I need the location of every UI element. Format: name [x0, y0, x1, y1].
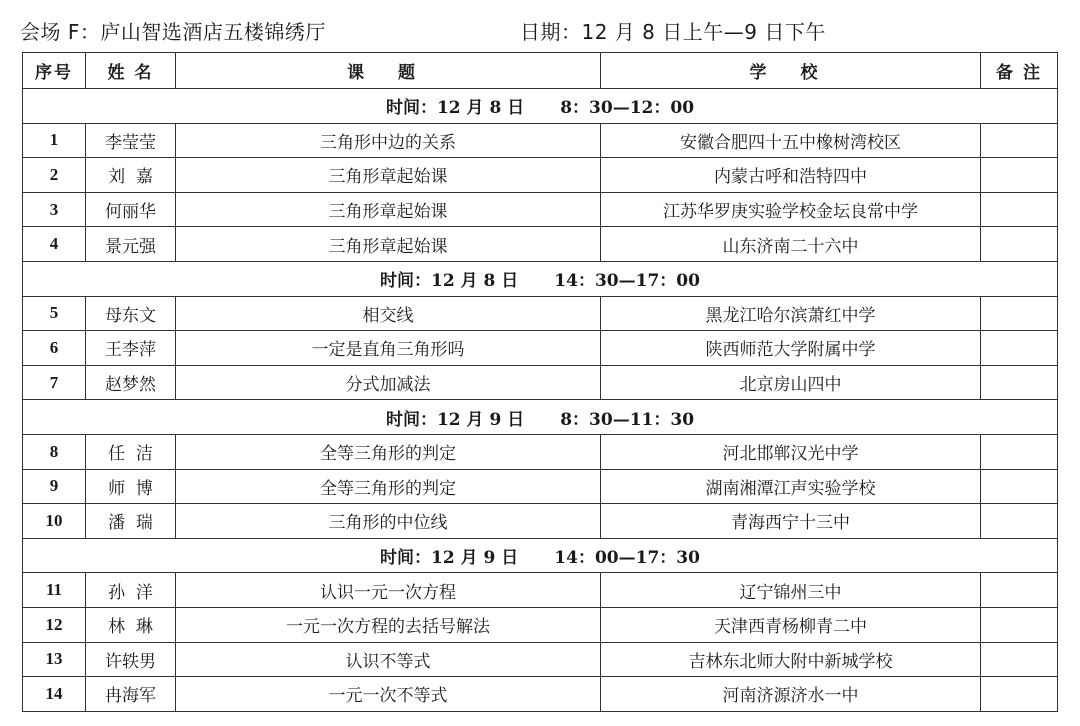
- cell-name: 师 博: [86, 469, 176, 504]
- cell-topic: 三角形章起始课: [176, 227, 601, 262]
- header-note: 备 注: [981, 53, 1058, 89]
- session-date: 时间：12 月 9 日: [385, 409, 525, 430]
- cell-topic: 一定是直角三角形吗: [176, 331, 601, 366]
- cell-school: 江苏华罗庚实验学校金坛良常中学: [601, 192, 981, 227]
- cell-note: [981, 607, 1058, 642]
- cell-note: [981, 331, 1058, 366]
- date-range: 日期：12 月 8 日上午—9 日下午: [520, 20, 826, 44]
- header-school: 学 校: [601, 53, 981, 89]
- cell-note: [981, 642, 1058, 677]
- cell-topic: 认识不等式: [176, 642, 601, 677]
- cell-topic: 分式加减法: [176, 365, 601, 400]
- cell-note: [981, 158, 1058, 193]
- cell-school: 黑龙江哈尔滨萧红中学: [601, 296, 981, 331]
- session-date: 时间：12 月 8 日: [380, 271, 519, 292]
- cell-topic: 全等三角形的判定: [176, 469, 601, 504]
- session-heading: [23, 538, 1058, 573]
- cell-no: 1: [23, 123, 86, 158]
- cell-topic: 三角形的中位线: [176, 504, 601, 539]
- cell-name: 刘 嘉: [86, 158, 176, 193]
- table-row: [23, 365, 1058, 400]
- cell-school: 陕西师范大学附属中学: [601, 331, 981, 366]
- cell-school: 河北邯郸汉光中学: [601, 434, 981, 469]
- cell-no: 2: [23, 158, 86, 193]
- header-name: 姓 名: [86, 53, 176, 89]
- cell-topic: 认识一元一次方程: [176, 573, 601, 608]
- cell-note: [981, 296, 1058, 331]
- cell-note: [981, 365, 1058, 400]
- cell-school: 山东济南二十六中: [601, 227, 981, 262]
- cell-name: 王李萍: [86, 331, 176, 366]
- cell-no: 5: [23, 296, 86, 331]
- cell-name: 景元强: [86, 227, 176, 262]
- cell-name: 冉海军: [86, 677, 176, 712]
- session-time: 8：30—11：30: [560, 409, 695, 430]
- table-row: [23, 331, 1058, 366]
- cell-topic: 全等三角形的判定: [176, 434, 601, 469]
- session-row: [23, 89, 1058, 124]
- table-row: [23, 158, 1058, 193]
- cell-topic: 三角形章起始课: [176, 192, 601, 227]
- session-row: [23, 538, 1058, 573]
- session-date: 时间：12 月 8 日: [385, 98, 525, 119]
- header-topic: 课 题: [176, 53, 601, 89]
- session-time: 8：30—12：00: [560, 98, 695, 119]
- cell-no: 10: [23, 504, 86, 539]
- cell-no: 8: [23, 434, 86, 469]
- schedule-table: [22, 52, 1058, 712]
- table-row: [23, 504, 1058, 539]
- cell-note: [981, 192, 1058, 227]
- cell-topic: 一元一次方程的去括号解法: [176, 607, 601, 642]
- table-row: [23, 573, 1058, 608]
- cell-topic: 三角形章起始课: [176, 158, 601, 193]
- venue-title: 会场 F：庐山智选酒店五楼锦绣厅: [20, 20, 326, 44]
- cell-no: 12: [23, 607, 86, 642]
- cell-school: 河南济源济水一中: [601, 677, 981, 712]
- table-body: [23, 89, 1058, 712]
- session-heading: [23, 400, 1058, 435]
- cell-name: 孙 洋: [86, 573, 176, 608]
- cell-name: 李莹莹: [86, 123, 176, 158]
- cell-no: 9: [23, 469, 86, 504]
- session-date: 时间：12 月 9 日: [380, 548, 519, 569]
- session-time: 14：30—17：00: [554, 271, 700, 292]
- cell-name: 任 洁: [86, 434, 176, 469]
- cell-name: 赵梦然: [86, 365, 176, 400]
- session-time: 14：00—17：30: [554, 548, 700, 569]
- cell-no: 6: [23, 331, 86, 366]
- cell-topic: 三角形中边的关系: [176, 123, 601, 158]
- table-row: [23, 607, 1058, 642]
- cell-name: 母东文: [86, 296, 176, 331]
- cell-school: 天津西青杨柳青二中: [601, 607, 981, 642]
- cell-school: 吉林东北师大附中新城学校: [601, 642, 981, 677]
- cell-school: 辽宁锦州三中: [601, 573, 981, 608]
- cell-no: 13: [23, 642, 86, 677]
- session-heading: [23, 89, 1058, 124]
- session-row: [23, 261, 1058, 296]
- table-row: [23, 677, 1058, 712]
- cell-note: [981, 123, 1058, 158]
- table-row: [23, 296, 1058, 331]
- table-row: [23, 469, 1058, 504]
- cell-school: 青海西宁十三中: [601, 504, 981, 539]
- cell-note: [981, 434, 1058, 469]
- cell-name: 林 琳: [86, 607, 176, 642]
- table-row: [23, 434, 1058, 469]
- cell-name: 潘 瑞: [86, 504, 176, 539]
- cell-no: 7: [23, 365, 86, 400]
- table-row: [23, 227, 1058, 262]
- header-no: 序号: [23, 53, 86, 89]
- cell-note: [981, 504, 1058, 539]
- cell-topic: 一元一次不等式: [176, 677, 601, 712]
- cell-note: [981, 573, 1058, 608]
- cell-school: 湖南湘潭江声实验学校: [601, 469, 981, 504]
- table-row: [23, 642, 1058, 677]
- cell-school: 内蒙古呼和浩特四中: [601, 158, 981, 193]
- table-row: [23, 123, 1058, 158]
- cell-note: [981, 227, 1058, 262]
- cell-no: 3: [23, 192, 86, 227]
- cell-no: 11: [23, 573, 86, 608]
- cell-note: [981, 469, 1058, 504]
- cell-note: [981, 677, 1058, 712]
- session-heading: [23, 261, 1058, 296]
- cell-no: 4: [23, 227, 86, 262]
- session-row: [23, 400, 1058, 435]
- cell-name: 许轶男: [86, 642, 176, 677]
- table-header-row: [23, 53, 1058, 89]
- cell-topic: 相交线: [176, 296, 601, 331]
- cell-no: 14: [23, 677, 86, 712]
- cell-school: 北京房山四中: [601, 365, 981, 400]
- cell-school: 安徽合肥四十五中橡树湾校区: [601, 123, 981, 158]
- cell-name: 何丽华: [86, 192, 176, 227]
- table-row: [23, 192, 1058, 227]
